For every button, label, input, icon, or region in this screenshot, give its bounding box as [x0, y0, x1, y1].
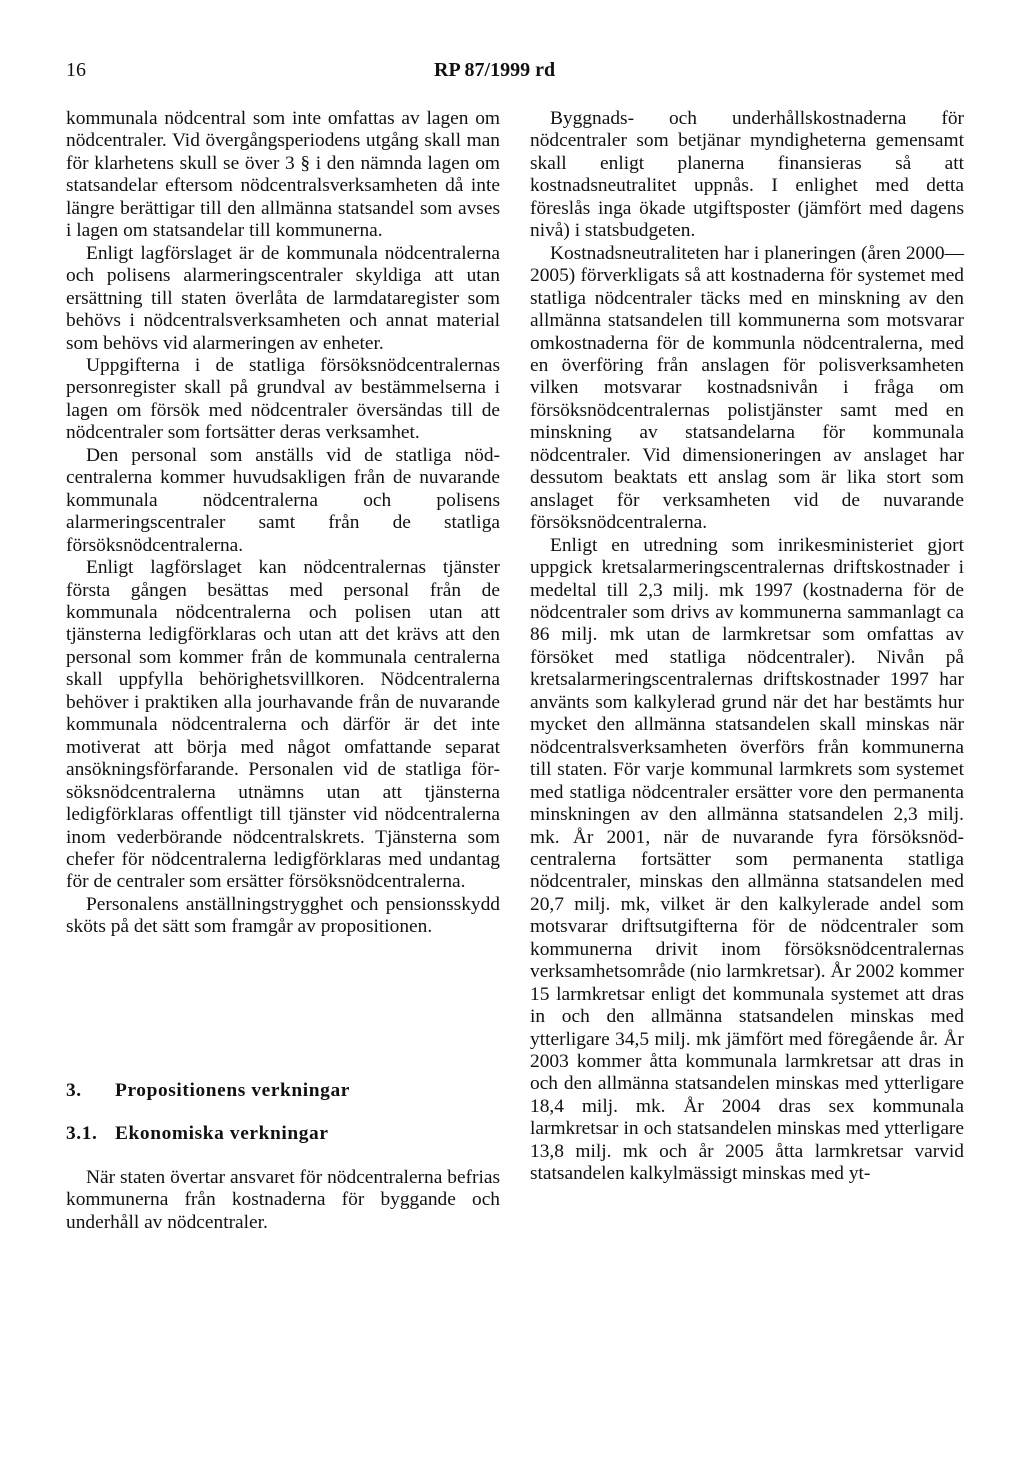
- paragraph: Enligt lagförslaget är de kommunala nödcentralerna och polisens alarmeringscentraler skyldiga att utan ersättning till staten överlåta de larmdataregister som behövs i nödcentralsverksamheten och annat material som behövs vid alarmeringen av enheter.: [66, 242, 500, 354]
- document-reference: RP 87/1999 rd: [434, 59, 556, 81]
- paragraph: Enligt lagförslaget kan nödcentralernas tjänster första gången besättas med personal från de kommunala nödcentralerna och polisen utan att tjänsterna ledigförklaras och utan att det krävs att den personal som kommer från de kommunala centralerna skall uppfylla behörighetsvillkoren. Nödcentralerna behöver i praktiken alla jourhavande från de nuvarande kommunala nödcentralerna och därför är det inte motiverat att börja med något omfattande separat ansökningsförfarande. Personalen vid de statliga försöksnödcentralerna utnämns utan att tjänsterna ledigförklaras offentligt till tjänster vid nödcentralerna inom vederbörande nödcentralskrets. Tjänsterna som chefer för nödcentralerna ledigförklaras med undantag för de centraler som ersätter försöksnödcentralerna.: [66, 557, 500, 893]
- paragraph: Personalens anställningstrygghet och pensionsskydd sköts på det sätt som framgår av propositionen.: [66, 893, 500, 938]
- paragraph: Den personal som anställs vid de statliga nödcentralerna kommer huvudsakligen från de nuvarande kommunala nödcentralerna och polisens alarmeringscentraler samt från de statliga försöksnödcentralerna.: [66, 444, 500, 556]
- section-title: Propositionens verkningar: [115, 1079, 350, 1101]
- paragraph: Uppgifterna i de statliga försöksnödcentralernas personregister skall på grundval av bestämmelserna i lagen om försök med nödcentraler översändas till de nödcentraler som fortsätter deras verksamhet.: [66, 354, 500, 444]
- left-column: [66, 108, 500, 1234]
- section-heading: [66, 1080, 500, 1102]
- paragraph: kommunala nödcentral som inte omfattas av lagen om nödcentraler. Vid övergångsperiodens utgång skall man för klarhetens skull se över 3 § i den nämnda lagen om statsandelar eftersom nödcentralsverksamheten då inte längre berättigar till den allmänna statsandel som avses i lagen om statsandelar till kommunerna.: [66, 108, 500, 242]
- subsection-heading: [66, 1123, 500, 1145]
- section-number: 3.: [66, 1079, 82, 1101]
- right-column: [530, 108, 964, 1186]
- paragraph: Enligt en utredning som inrikesministeriet gjort uppgick kretsalarmeringscentralernas driftskostnader i medeltal till 2,3 milj. mk 1997 (kostnaderna för de nödcentraler som drivs av kommunerna sammanlagt ca 86 milj. mk utan de larmkretsar som omfattas av försöket med statliga nödcentraler). Nivån på kretsalarmeringscentralernas driftskostnader 1997 har använts som kalkylerad grund när det har bestämts hur mycket den allmänna statsandelen skall minskas när nödcentralsverksamheten överförs från kommunerna till staten. För varje kommunal larmkrets som systemet med statliga nödcentraler ersätter vore den permanenta minskningen av den allmänna statsandelen 2,3 milj. mk. År 2001, när de nuvarande fyra försöksnödcentralerna fortsätter som permanenta statliga nödcentraler, minskas den allmänna statsandelen med 20,7 milj. mk, vilket är den kalkylerade andel som motsvarar driftsutgifterna för de nödcentraler som kommunerna drivit inom försöksnödcentralernas verksamhetsområde (nio larmkretsar). År 2002 kommer 15 larmkretsar enligt det kommunala systemet att dras in och den allmänna statsandelen minskas med ytterligare 34,5 milj. mk jämfört med föregående år. År 2003 kommer åtta kommunala larmkretsar att dras in och den allmänna statsandelen minskas med ytterligare 18,4 milj. mk. År 2004 dras sex kommunala larmkretsar in och statsandelen minskas med ytterligare 13,8 milj. mk och år 2005 åtta larmkretsar varvid statsandelen kalkylmässigt minskas med yt-: [530, 534, 964, 1185]
- paragraph: Kostnadsneutraliteten har i planeringen (åren 2000—2005) förverkligats så att kostnaderna för systemet med statliga nödcentraler täcks med en minskning av den allmänna statsandelen till kommunerna som motsvarar omkostnaderna för de kommunla nödcentralerna, med en överföring från anslagen för polisverksamheten vilken motsvarar kostnadsnivån i fråga om försöksnödcentralernas polistjänster samt med en minskning av statsandelarna för kommunala nödcentraler. Vid dimensioneringen av anslaget har dessutom beaktats ett anslag som är lika stort som anslaget för verksamheten vid de nuvarande försöksnödcentralerna.: [530, 242, 964, 534]
- paragraph: När staten övertar ansvaret för nödcentralerna befrias kommunerna från kostnaderna för byggande och underhåll av nödcentraler.: [66, 1166, 500, 1233]
- subsection-number: 3.1.: [66, 1123, 98, 1145]
- paragraph: Byggnads- och underhållskostnaderna för nödcentraler som betjänar myndigheterna gemensamt skall enligt planerna finansieras så att kostnadsneutralitet uppnås. I enlighet med detta föreslås inga ökade utgiftsposter (jämfört med dagens nivå) i statsbudgeten.: [530, 108, 964, 242]
- page-number: 16: [66, 59, 86, 81]
- subsection-title: Ekonomiska verkningar: [115, 1123, 329, 1145]
